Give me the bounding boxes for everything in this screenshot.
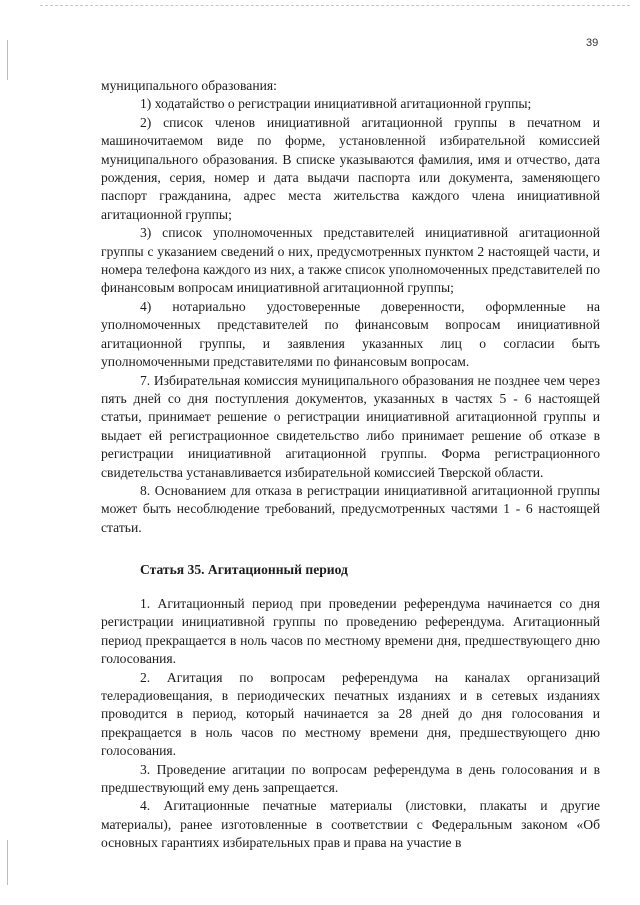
scan-left-edge-mark: [7, 840, 8, 885]
scan-left-edge-mark: [7, 40, 8, 80]
article-35-body: [101, 595, 600, 853]
paragraph: муниципального образования:: [101, 78, 277, 93]
paragraph: 1. Агитационный период при проведении референдума начинается со дня регистрации инициативной группы по проведению референдума. Агитационный период прекращается в ноль часов по местному времени дня, предшествующего дню голосования.: [101, 596, 600, 667]
paragraph: 3. Проведение агитации по вопросам референдума в день голосования и в предшествующий ему день запрещается.: [101, 761, 600, 796]
paragraph: 2. Агитация по вопросам референдума на каналах организаций телерадиовещания, в периодических печатных изданиях и в сетевых изданиях проводится в период, который начинается за 28 дней до дня голосования и прекращается в ноль часов по местному времени дня, предшествующего дню голосования.: [101, 669, 600, 759]
paragraph: 4. Агитационные печатные материалы (листовки, плакаты и другие материалы), ранее изготовленные в соответствии с Федеральным законом «Об основных гарантиях избирательных прав и права на участие в: [101, 798, 600, 851]
article-34-continuation: [101, 77, 600, 537]
article-heading: Статья 35. Агитационный период: [140, 562, 348, 577]
page-number: 39: [586, 37, 599, 49]
paragraph: 1) ходатайство о регистрации инициативной агитационной группы;: [140, 96, 532, 112]
paragraph: 7. Избирательная комиссия муниципального образования не позднее чем через пять дней со дня поступления документов, указанных в частях 5 - 6 настоящей статьи, принимает решение о регистрации инициативной агитационной группы и выдает ей регистрационное свидетельство либо принимает решение об отказе в регистрации инициативной агитационной группы. Форма регистрационного свидетельства устанавливается избирательной комиссией Тверской области.: [101, 372, 600, 480]
scan-top-edge: [40, 5, 630, 6]
paragraph: 4) нотариально удостоверенные доверенности, оформленные на уполномоченных представителей по финансовым вопросам инициативной агитационной группы, и заявления указанных лиц о согласии быть уполномоченными представителями по финансовым вопросам.: [101, 298, 600, 370]
paragraph: 2) список членов инициативной агитационной группы в печатном и машиночитаемом виде по форме, установленной избирательной комиссией муниципального образования. В списке указываются фамилия, имя и отчество, дата рождения, серия, номер и дата выдачи паспорта или документа, заменяющего паспорт гражданина, адрес места жительства каждого члена инициативной агитационной группы;: [101, 114, 600, 222]
paragraph: 8. Основанием для отказа в регистрации инициативной агитационной группы может быть несоблюдение требований, предусмотренных частями 1 - 6 настоящей статьи.: [101, 482, 600, 535]
paragraph: 3) список уполномоченных представителей инициативной агитационной группы с указанием сведений о них, предусмотренных пунктом 2 настоящей части, и номера телефона каждого из них, а также список уполномоченных представителей по финансовым вопросам инициативной агитационной группы;: [101, 225, 600, 296]
